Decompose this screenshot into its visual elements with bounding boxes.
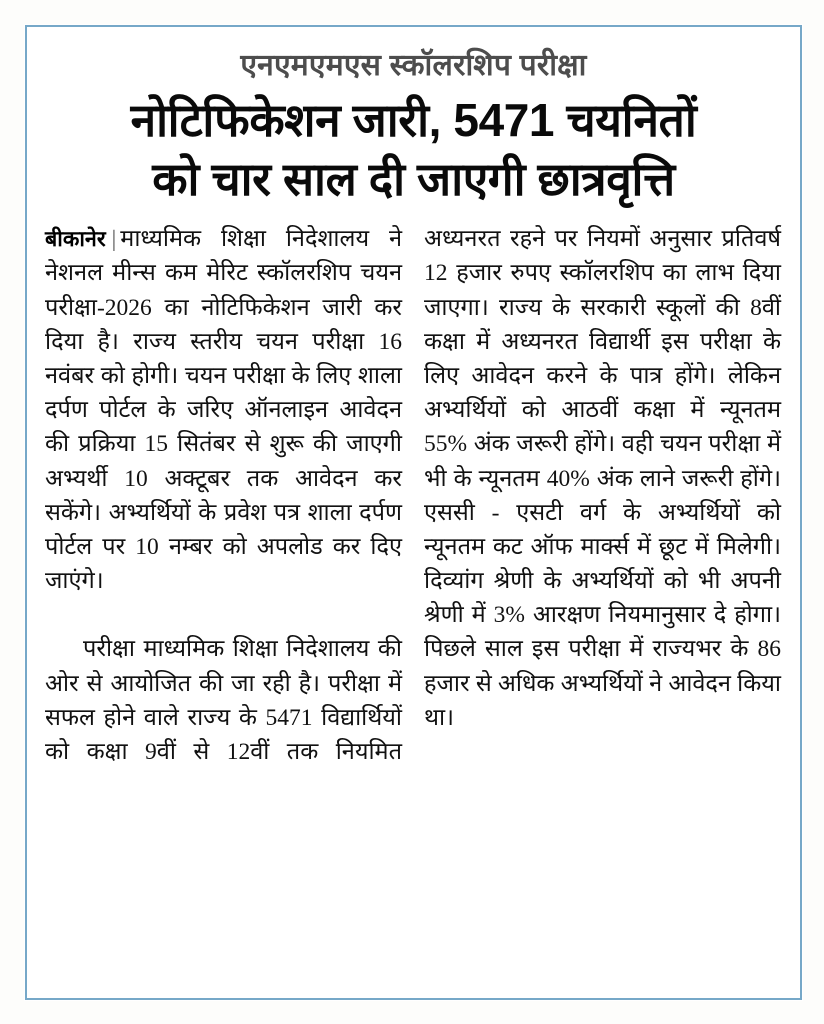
right-column-paragraph-1: अध्यनरत रहने पर नियमों अनुसार प्रतिवर्ष 12 हजार रुपए स्कॉलरशिप का लाभ दिया जाएगा। राज्य के सरकारी स्कूलों की 8वीं कक्षा में अध्यनरत विद्यार्थी इस परीक्षा के लिए आवेदन करने के पात्र होंगे। लेकिन अभ्यर्थियों को आठवीं कक्षा में न्यूनतम 55% अंक जरूरी होंगे। वही चयन परीक्षा में भी के न्यूनतम 40% अंक लाने जरूरी होंगे। एससी - एसटी वर्ग के अभ्यर्थियों को न्यूनतम कट ऑफ मार्क्स में छूट में मिलेगी। दिव्यांग श्रेणी के अभ्यर्थियों को भी अपनी श्रेणी में 3% आरक्षण नियमानुसार दे होगा। पिछले साल इस परीक्षा में राज्यभर के 86 हजार से अधिक अभ्यर्थियों ने आवेदन किया था।	[424, 226, 781, 731]
dateline-place: बीकानेर	[45, 227, 106, 252]
body-columns	[45, 222, 782, 803]
kicker-headline: एनएमएमएस स्कॉलरशिप परीक्षा	[240, 49, 587, 82]
left-paragraph-1-text: माध्यमिक शिक्षा निदेशालय ने नेशनल मीन्स कम मेरिट स्कॉलरशिप चयन परीक्षा-2026 का नोटिफिकेशन जारी कर दिया है। राज्य स्तरीय चयन परीक्षा 16 नवंबर को होगी। चयन परीक्षा के लिए शाला दर्पण पोर्टल के जरिए ऑनलाइन आवेदन की प्रक्रिया 15 सितंबर से शुरू की जाएगी अभ्यर्थी 10 अक्टूबर तक आवेदन कर सकेंगे। अभ्यर्थियों के प्रवेश पत्र शाला दर्पण पोर्टल पर 10 नम्बर को अपलोड कर दिए जाएंगे।	[45, 226, 402, 595]
headline-line-1: नोटिफिकेशन जारी, 5471 चयनितों	[130, 93, 697, 146]
left-column-paragraph-2: परीक्षा माध्यमिक शिक्षा निदेशालय की ओर से आयोजित की जा रही है। परीक्षा में सफल होने वाले राज्य के 5471 विद्यार्थियों को कक्षा 9वीं से 12वीं तक नियमित	[45, 636, 402, 765]
left-column	[45, 222, 402, 803]
left-column-paragraph-1	[45, 222, 402, 632]
dateline-separator: |	[111, 226, 117, 252]
right-column	[424, 222, 781, 769]
headline-line-2: को चार साल दी जाएगी छात्रवृत्ति	[152, 153, 675, 206]
page-title	[45, 91, 782, 211]
news-article	[27, 27, 800, 998]
